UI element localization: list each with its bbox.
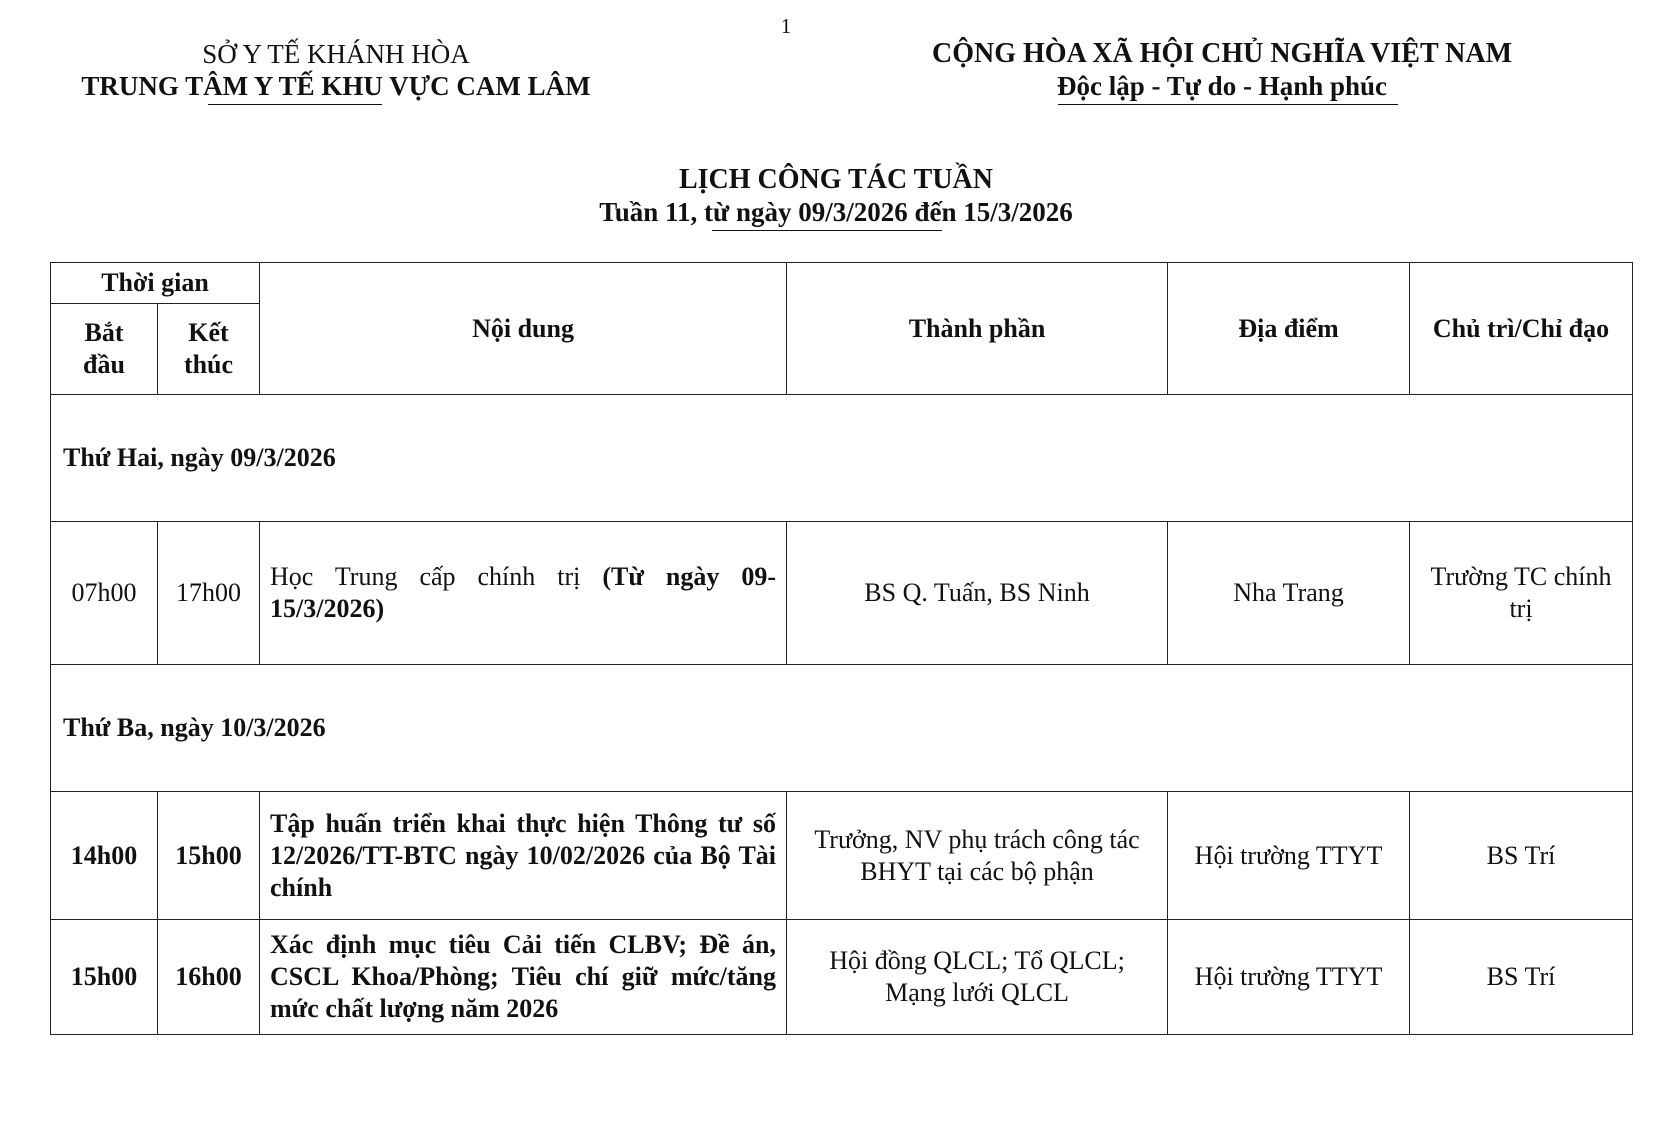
header-time: Thời gian (51, 263, 260, 304)
national-header (916, 38, 1528, 102)
event-members: Trưởng, NV phụ trách công tác BHYT tại các bộ phận (787, 792, 1168, 920)
agency-underline (208, 104, 382, 105)
agency-name: TRUNG TÂM Y TẾ KHU VỰC CAM LÂM (81, 71, 591, 101)
event-chair: Trường TC chính trị (1410, 522, 1633, 665)
end-time: 17h00 (158, 522, 260, 665)
start-time: 07h00 (51, 522, 158, 665)
event-members: BS Q. Tuấn, BS Ninh (787, 522, 1168, 665)
event-chair: BS Trí (1410, 792, 1633, 920)
event-content-note: (Từ ngày 09-15/3/2026) (270, 562, 777, 623)
event-members: Hội đồng QLCL; Tổ QLCL; Mạng lưới QLCL (787, 920, 1168, 1035)
day-row-monday (51, 395, 1633, 522)
start-time: 14h00 (51, 792, 158, 920)
header-chair: Chủ trì/Chỉ đạo (1410, 263, 1633, 395)
event-content (260, 522, 787, 665)
end-time: 15h00 (158, 792, 260, 920)
table-row (51, 920, 1633, 1035)
header-start: Bắt đầu (51, 304, 158, 395)
event-chair: BS Trí (1410, 920, 1633, 1035)
motto-underline (1058, 104, 1398, 105)
table-row (51, 792, 1633, 920)
start-time: 15h00 (51, 920, 158, 1035)
header-content: Nội dung (260, 263, 787, 395)
header-members: Thành phần (787, 263, 1168, 395)
event-content: Xác định mục tiêu Cải tiến CLBV; Đề án, CSCL Khoa/Phòng; Tiêu chí giữ mức/tăng mức chất lượng năm 2026 (260, 920, 787, 1035)
schedule-table (50, 262, 1633, 1035)
header-end: Kết thúc (158, 304, 260, 395)
day-label: Thứ Hai, ngày 09/3/2026 (51, 395, 1633, 522)
national-name: CỘNG HÒA XÃ HỘI CHỦ NGHĨA VIỆT NAM (931, 38, 1513, 69)
table-row (51, 522, 1633, 665)
page-number: 1 (780, 14, 792, 38)
national-motto: Độc lập - Tự do - Hạnh phúc (1056, 71, 1388, 101)
title-underline (712, 230, 942, 231)
event-content: Tập huấn triển khai thực hiện Thông tư số 12/2026/TT-BTC ngày 10/02/2026 của Bộ Tài chính (260, 792, 787, 920)
table-header-row (51, 263, 1633, 304)
event-content-text: Học Trung cấp chính trị (270, 562, 581, 591)
header-place: Địa điểm (1168, 263, 1410, 395)
agency-header (36, 38, 636, 102)
event-place: Hội trường TTYT (1168, 920, 1410, 1035)
day-row-tuesday (51, 665, 1633, 792)
event-place: Nha Trang (1168, 522, 1410, 665)
end-time: 16h00 (158, 920, 260, 1035)
event-place: Hội trường TTYT (1168, 792, 1410, 920)
parent-agency: SỞ Y TẾ KHÁNH HÒA (202, 39, 470, 69)
document-subtitle: Tuần 11, từ ngày 09/3/2026 đến 15/3/2026 (599, 197, 1073, 227)
day-label: Thứ Ba, ngày 10/3/2026 (51, 665, 1633, 792)
document-title: LỊCH CÔNG TÁC TUẦN (678, 164, 993, 195)
